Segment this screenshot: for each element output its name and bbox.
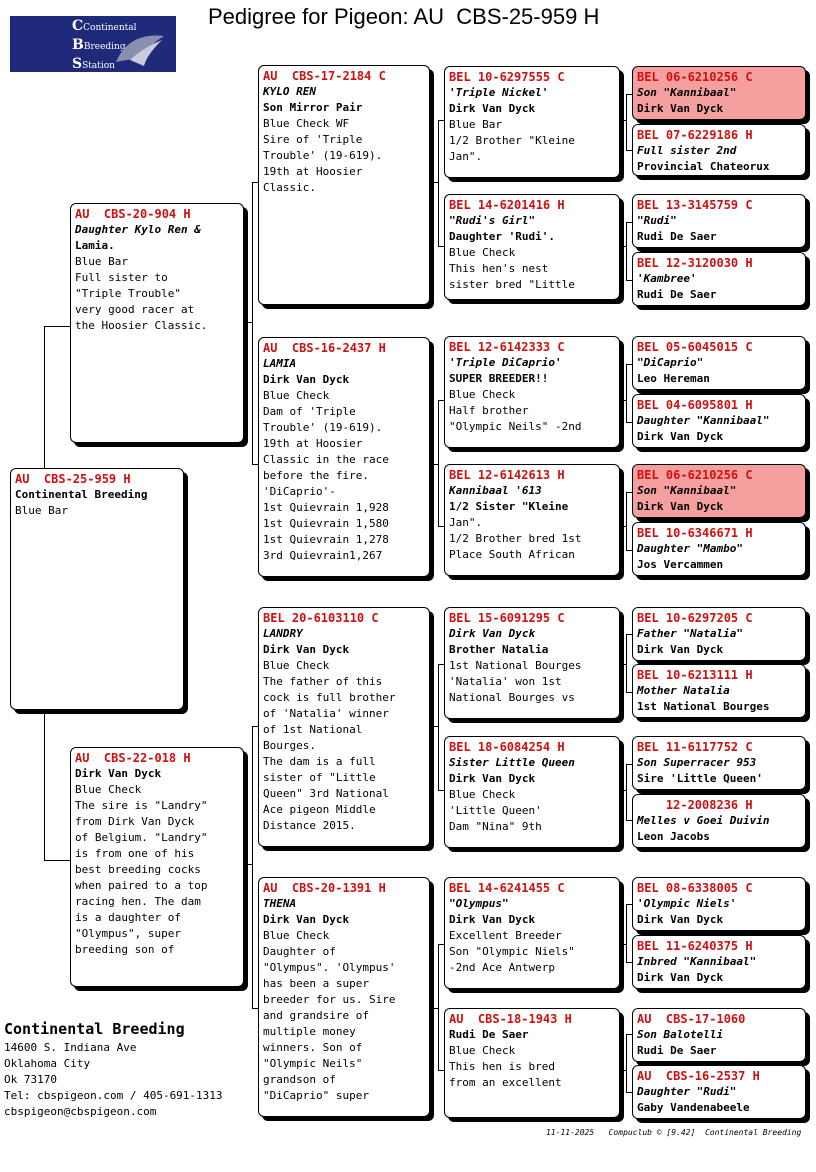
card-line: 'Little Queen' — [449, 804, 542, 817]
connector — [44, 326, 45, 468]
card-line: 1st Quievrain 1,928 — [263, 501, 389, 514]
card-line: Full sister to — [75, 271, 168, 284]
page-title: Pedigree for Pigeon: AU CBS-25-959 H — [208, 4, 600, 29]
card-line: Dirk Van Dyck — [637, 971, 724, 984]
connector — [430, 1008, 438, 1009]
card-line: from Dirk Van Dyck — [75, 815, 195, 828]
ring-number: AU CBS-17-1060 — [637, 1012, 746, 1026]
card-line: Leo Hereman — [637, 372, 710, 385]
ancestor-card[interactable] — [632, 664, 806, 718]
ancestor-card[interactable] — [632, 736, 806, 790]
ring-number: BEL 14-6241455 C — [449, 881, 565, 895]
card-line: 19th at Hoosier — [263, 165, 363, 178]
card-line: racing hen. The dam — [75, 895, 201, 908]
card-line: Daughter "Rudi" — [637, 1085, 737, 1098]
logo-line-3-initial: S — [72, 56, 83, 72]
card-line: The dam is a full — [263, 755, 376, 768]
great-grandparent-card[interactable] — [444, 736, 620, 848]
email-line: cbspigeon@cbspigeon.com — [4, 1105, 157, 1118]
card-line: Ace pigeon Middle — [263, 803, 376, 816]
logo-line-1-text: Continental — [83, 23, 137, 33]
connector — [626, 634, 627, 692]
ancestor-card[interactable] — [632, 464, 806, 518]
logo-line-3 — [72, 56, 115, 72]
ancestor-card[interactable] — [632, 935, 806, 989]
card-line: Melles v Goei Duivin — [637, 814, 770, 827]
card-line: breeding son of — [75, 943, 175, 956]
card-line: Blue Check — [449, 388, 516, 401]
card-line: Jos Vercammen — [637, 558, 724, 571]
ring-number: BEL 04-6095801 H — [637, 398, 753, 412]
card-line: is a daughter of — [75, 911, 181, 924]
card-line: 'Kambree' — [637, 272, 697, 285]
card-line: Daughter Kylo Ren & — [75, 223, 201, 236]
card-line: 1st Quievrain 1,278 — [263, 533, 389, 546]
card-line: Dirk Van Dyck — [263, 913, 350, 926]
connector — [626, 764, 627, 820]
card-line: of Belgium. "Landry" — [75, 831, 208, 844]
card-line: Son "Olympic Niels" — [449, 945, 575, 958]
ancestor-card[interactable] — [632, 607, 806, 661]
card-line: grandson of — [263, 1073, 336, 1086]
logo-line-1-initial: C — [72, 18, 84, 34]
card-line: Queen" 3rd National — [263, 787, 389, 800]
ancestor-card[interactable] — [632, 252, 806, 306]
ring-number: BEL 06-6210256 C — [637, 468, 753, 482]
card-line: best breeding cocks — [75, 863, 201, 876]
card-line: Dam "Nina" 9th — [449, 820, 542, 833]
card-line: of 'Natalia' winner — [263, 707, 389, 720]
card-line: is from one of his — [75, 847, 195, 860]
card-line: The father of this — [263, 675, 383, 688]
card-line: 1st National Bourges — [637, 700, 770, 713]
card-line: "Olympic Neils" -2nd — [449, 420, 582, 433]
ring-number: BEL 11-6240375 H — [637, 939, 753, 953]
card-line: "Olympus". 'Olympus' — [263, 961, 396, 974]
card-line: LAMIA — [263, 357, 297, 370]
ancestor-card[interactable] — [632, 394, 806, 448]
card-line: Sire 'Little Queen' — [637, 772, 763, 785]
card-line: This hen's nest — [449, 262, 549, 275]
subject-pigeon-card[interactable] — [10, 468, 184, 710]
great-grandparent-card[interactable] — [444, 464, 620, 576]
card-line: The sire is "Landry" — [75, 799, 208, 812]
ring-number: AU CBS-25-959 H — [15, 472, 131, 486]
card-line: from an excellent — [449, 1076, 562, 1089]
card-line: Blue Check — [75, 783, 142, 796]
card-line: Son Mirror Pair — [263, 101, 363, 114]
card-line: "Rudi's Girl" — [449, 214, 536, 227]
card-line: Trouble' (19-619). — [263, 149, 383, 162]
connector — [44, 326, 70, 327]
card-line: Dirk Van Dyck — [263, 643, 350, 656]
ancestor-card[interactable] — [632, 1065, 806, 1119]
card-line: Place South African — [449, 548, 575, 561]
connector — [252, 726, 253, 1008]
card-line: Blue Check WF — [263, 117, 350, 130]
card-line: 'Olympic Niels' — [637, 897, 737, 910]
great-grandparent-card[interactable] — [444, 66, 620, 178]
card-line: Distance 2015. — [263, 819, 356, 832]
card-line: Kannibaal '613 — [449, 484, 542, 497]
card-line: SUPER BREEDER!! — [449, 372, 549, 385]
great-grandparent-card[interactable] — [444, 194, 620, 300]
card-line: Rudi De Saer — [449, 1028, 529, 1041]
connector — [430, 726, 438, 727]
logo-line-2-text: Breeding — [83, 42, 126, 52]
card-line: 1st National Bourges — [449, 659, 582, 672]
card-line: Rudi De Saer — [637, 288, 717, 301]
ancestor-card[interactable] — [632, 794, 806, 848]
card-line: Blue Check — [449, 246, 516, 259]
card-line: has been a super — [263, 977, 369, 990]
card-line: Dirk Van Dyck — [449, 102, 536, 115]
state-zip-line: Ok 73170 — [4, 1073, 57, 1086]
card-line: Dam of 'Triple — [263, 405, 356, 418]
great-grandparent-card[interactable] — [444, 1008, 620, 1118]
connector — [430, 182, 438, 183]
card-line: 1/2 Brother "Kleine — [449, 134, 575, 147]
ring-number: BEL 11-6117752 C — [637, 740, 753, 754]
card-line: "Triple Trouble" — [75, 287, 181, 300]
card-line: "DiCaprio" super — [263, 1089, 369, 1102]
card-line: Dirk Van Dyck — [637, 430, 724, 443]
card-line: Blue Check — [263, 389, 330, 402]
card-line: Rudi De Saer — [637, 230, 717, 243]
ring-number: AU CBS-18-1943 H — [449, 1012, 572, 1026]
great-grandparent-card[interactable] — [444, 336, 620, 448]
card-line: 'DiCaprio'- — [263, 485, 336, 498]
ancestor-card[interactable] — [632, 124, 806, 176]
card-line: Mother Natalia — [637, 684, 730, 697]
connector — [430, 464, 438, 465]
card-line: when paired to a top — [75, 879, 208, 892]
connector — [626, 1034, 627, 1092]
ring-number: BEL 12-6142613 H — [449, 468, 565, 482]
great-grandparent-card[interactable] — [444, 877, 620, 989]
sire-card[interactable] — [70, 203, 244, 443]
card-line: Rudi De Saer — [637, 1044, 717, 1057]
card-line: Dirk Van Dyck — [637, 102, 724, 115]
card-line: Half brother — [449, 404, 529, 417]
logo-line-2-initial: B — [72, 37, 84, 53]
phone-line: Tel: cbspigeon.com / 405-691-1313 — [4, 1089, 223, 1102]
card-line: Continental Breeding — [15, 488, 148, 501]
card-line: Daughter 'Rudi'. — [449, 230, 555, 243]
card-line: Classic. — [263, 181, 316, 194]
card-line: Dirk Van Dyck — [75, 767, 162, 780]
card-line: 'Triple DiCaprio' — [449, 356, 562, 369]
ring-number: BEL 12-6142333 C — [449, 340, 565, 354]
card-line: Classic in the race — [263, 453, 389, 466]
card-line: sister of "Little — [263, 771, 376, 784]
ring-number: BEL 06-6210256 C — [637, 70, 753, 84]
card-line: Provincial Chateorux — [637, 160, 770, 173]
card-line: This hen is bred — [449, 1060, 555, 1073]
card-line: Blue Check — [263, 929, 330, 942]
ring-number: BEL 20-6103110 C — [263, 611, 379, 625]
connector — [438, 664, 439, 790]
ring-number: AU CBS-22-018 H — [75, 751, 191, 765]
card-line: Bourges. — [263, 739, 316, 752]
ancestor-card[interactable] — [632, 1008, 806, 1062]
logo — [10, 16, 176, 72]
card-line: Blue Bar — [449, 118, 502, 131]
connector — [626, 492, 627, 550]
pigeon-logo-icon — [112, 32, 168, 70]
connector — [626, 222, 627, 280]
grandparent-card[interactable] — [258, 607, 430, 847]
card-line: Full sister 2nd — [637, 144, 737, 157]
address-line: 14600 S. Indiana Ave — [4, 1041, 137, 1054]
card-line: National Bourges vs — [449, 691, 575, 704]
ring-number: AU CBS-20-1391 H — [263, 881, 386, 895]
card-line: Daughter of — [263, 945, 336, 958]
great-grandparent-card[interactable] — [444, 607, 620, 719]
card-line: 3rd Quievrain1,267 — [263, 549, 383, 562]
card-line: 1/2 Brother bred 1st — [449, 532, 582, 545]
card-line: Blue Bar — [75, 255, 128, 268]
card-line: Gaby Vandenabeele — [637, 1101, 750, 1114]
card-line: Lamia. — [75, 239, 115, 252]
card-line: multiple money — [263, 1025, 356, 1038]
card-line: Son Balotelli — [637, 1028, 724, 1041]
connector — [252, 182, 253, 464]
dam-card[interactable] — [70, 747, 244, 987]
card-line: the Hoosier Classic. — [75, 319, 208, 332]
card-line: LANDRY — [263, 627, 303, 640]
card-line: Dirk Van Dyck — [637, 500, 724, 513]
card-line: Father "Natalia" — [637, 627, 743, 640]
ancestor-card[interactable] — [632, 877, 806, 931]
card-line: Son "Kannibaal" — [637, 86, 737, 99]
grandparent-card[interactable] — [258, 65, 430, 305]
card-line: Dirk Van Dyck — [637, 913, 724, 926]
card-line: winners. Son of — [263, 1041, 363, 1054]
card-line: "Olympus" — [449, 897, 509, 910]
card-line: and grandsire of — [263, 1009, 369, 1022]
card-line: Dirk Van Dyck — [449, 913, 536, 926]
card-line: Blue Check — [263, 659, 330, 672]
connector — [438, 944, 439, 1070]
connector — [244, 864, 252, 865]
grandparent-card[interactable] — [258, 337, 430, 577]
card-line: Daughter "Kannibaal" — [637, 414, 770, 427]
card-line: "Rudi" — [637, 214, 677, 227]
card-line: Son "Kannibaal" — [637, 484, 737, 497]
ancestor-card[interactable] — [632, 336, 806, 390]
connector — [438, 120, 439, 246]
card-line: 19th at Hoosier — [263, 437, 363, 450]
card-line: 'Triple Nickel' — [449, 86, 549, 99]
card-line: THENA — [263, 897, 297, 910]
card-line: Dirk Van Dyck — [263, 373, 350, 386]
ring-number: BEL 05-6045015 C — [637, 340, 753, 354]
connector — [44, 710, 45, 860]
ring-number: BEL 10-6297205 C — [637, 611, 753, 625]
grandparent-card[interactable] — [258, 877, 430, 1117]
ring-number: BEL 18-6084254 H — [449, 740, 565, 754]
ring-number: BEL 12-3120030 H — [637, 256, 753, 270]
card-line: Inbred "Kannibaal" — [637, 955, 757, 968]
ring-number: 12-2008236 H — [637, 798, 753, 812]
card-line: Excellent Breeder — [449, 929, 562, 942]
ring-number: AU CBS-20-904 H — [75, 207, 191, 221]
ring-number: BEL 07-6229186 H — [637, 128, 753, 142]
card-line: Dirk Van Dyck — [449, 772, 536, 785]
connector — [626, 364, 627, 422]
ancestor-card[interactable] — [632, 522, 806, 576]
card-line: Daughter "Mambo" — [637, 542, 743, 555]
card-line: Leon Jacobs — [637, 830, 710, 843]
card-line: KYLO REN — [263, 85, 316, 98]
ring-number: AU CBS-16-2437 H — [263, 341, 386, 355]
card-line: before the fire. — [263, 469, 369, 482]
card-line: cock is full brother — [263, 691, 396, 704]
city-line: Oklahoma City — [4, 1057, 91, 1070]
ancestor-card[interactable] — [632, 194, 806, 248]
card-line: Dirk Van Dyck — [637, 643, 724, 656]
connector — [244, 322, 252, 323]
card-line: Jan". — [449, 150, 483, 163]
card-line: 1/2 Sister "Kleine — [449, 500, 569, 513]
ring-number: BEL 10-6297555 C — [449, 70, 565, 84]
connector — [626, 94, 627, 150]
ring-number: AU CBS-17-2184 C — [263, 69, 386, 83]
ring-number: BEL 13-3145759 C — [637, 198, 753, 212]
logo-line-3-text: Station — [82, 61, 115, 71]
card-line: Dirk Van Dyck — [449, 627, 536, 640]
card-line: Son Superracer 953 — [637, 756, 757, 769]
card-line: of 1st National — [263, 723, 363, 736]
card-line: Blue Check — [449, 788, 516, 801]
breeder-name: Continental Breeding — [4, 1020, 185, 1038]
card-line: breeder for us. Sire — [263, 993, 396, 1006]
card-line: Trouble' (19-619). — [263, 421, 383, 434]
connector — [626, 904, 627, 962]
ring-number: AU CBS-16-2537 H — [637, 1069, 760, 1083]
card-line: "Olympus", super — [75, 927, 181, 940]
connector — [44, 860, 70, 861]
footer-credits: 11-11-2025 Compuclub © [9.42] Continental Breeding — [546, 1128, 802, 1137]
ring-number: BEL 10-6346671 H — [637, 526, 753, 540]
card-line: "Olympic Neils" — [263, 1057, 363, 1070]
ring-number: BEL 14-6201416 H — [449, 198, 565, 212]
ring-number: BEL 10-6213111 H — [637, 668, 753, 682]
connector — [438, 400, 439, 526]
breeder-contact — [4, 1018, 223, 1120]
card-line: Sister Little Queen — [449, 756, 575, 769]
card-line: 'Natalia' won 1st — [449, 675, 562, 688]
card-line: Blue Check — [449, 1044, 516, 1057]
card-line: very good racer at — [75, 303, 195, 316]
card-line: Brother Natalia — [449, 643, 549, 656]
card-line: "DiCaprio" — [637, 356, 704, 369]
ring-number: BEL 08-6338005 C — [637, 881, 753, 895]
card-line: Blue Bar — [15, 504, 68, 517]
card-line: 1st Quievrain 1,580 — [263, 517, 389, 530]
ring-number: BEL 15-6091295 C — [449, 611, 565, 625]
card-line: -2nd Ace Antwerp — [449, 961, 555, 974]
card-line: Sire of 'Triple — [263, 133, 363, 146]
ancestor-card[interactable] — [632, 66, 806, 120]
card-line: Jan". — [449, 516, 483, 529]
card-line: sister bred "Little — [449, 278, 575, 291]
